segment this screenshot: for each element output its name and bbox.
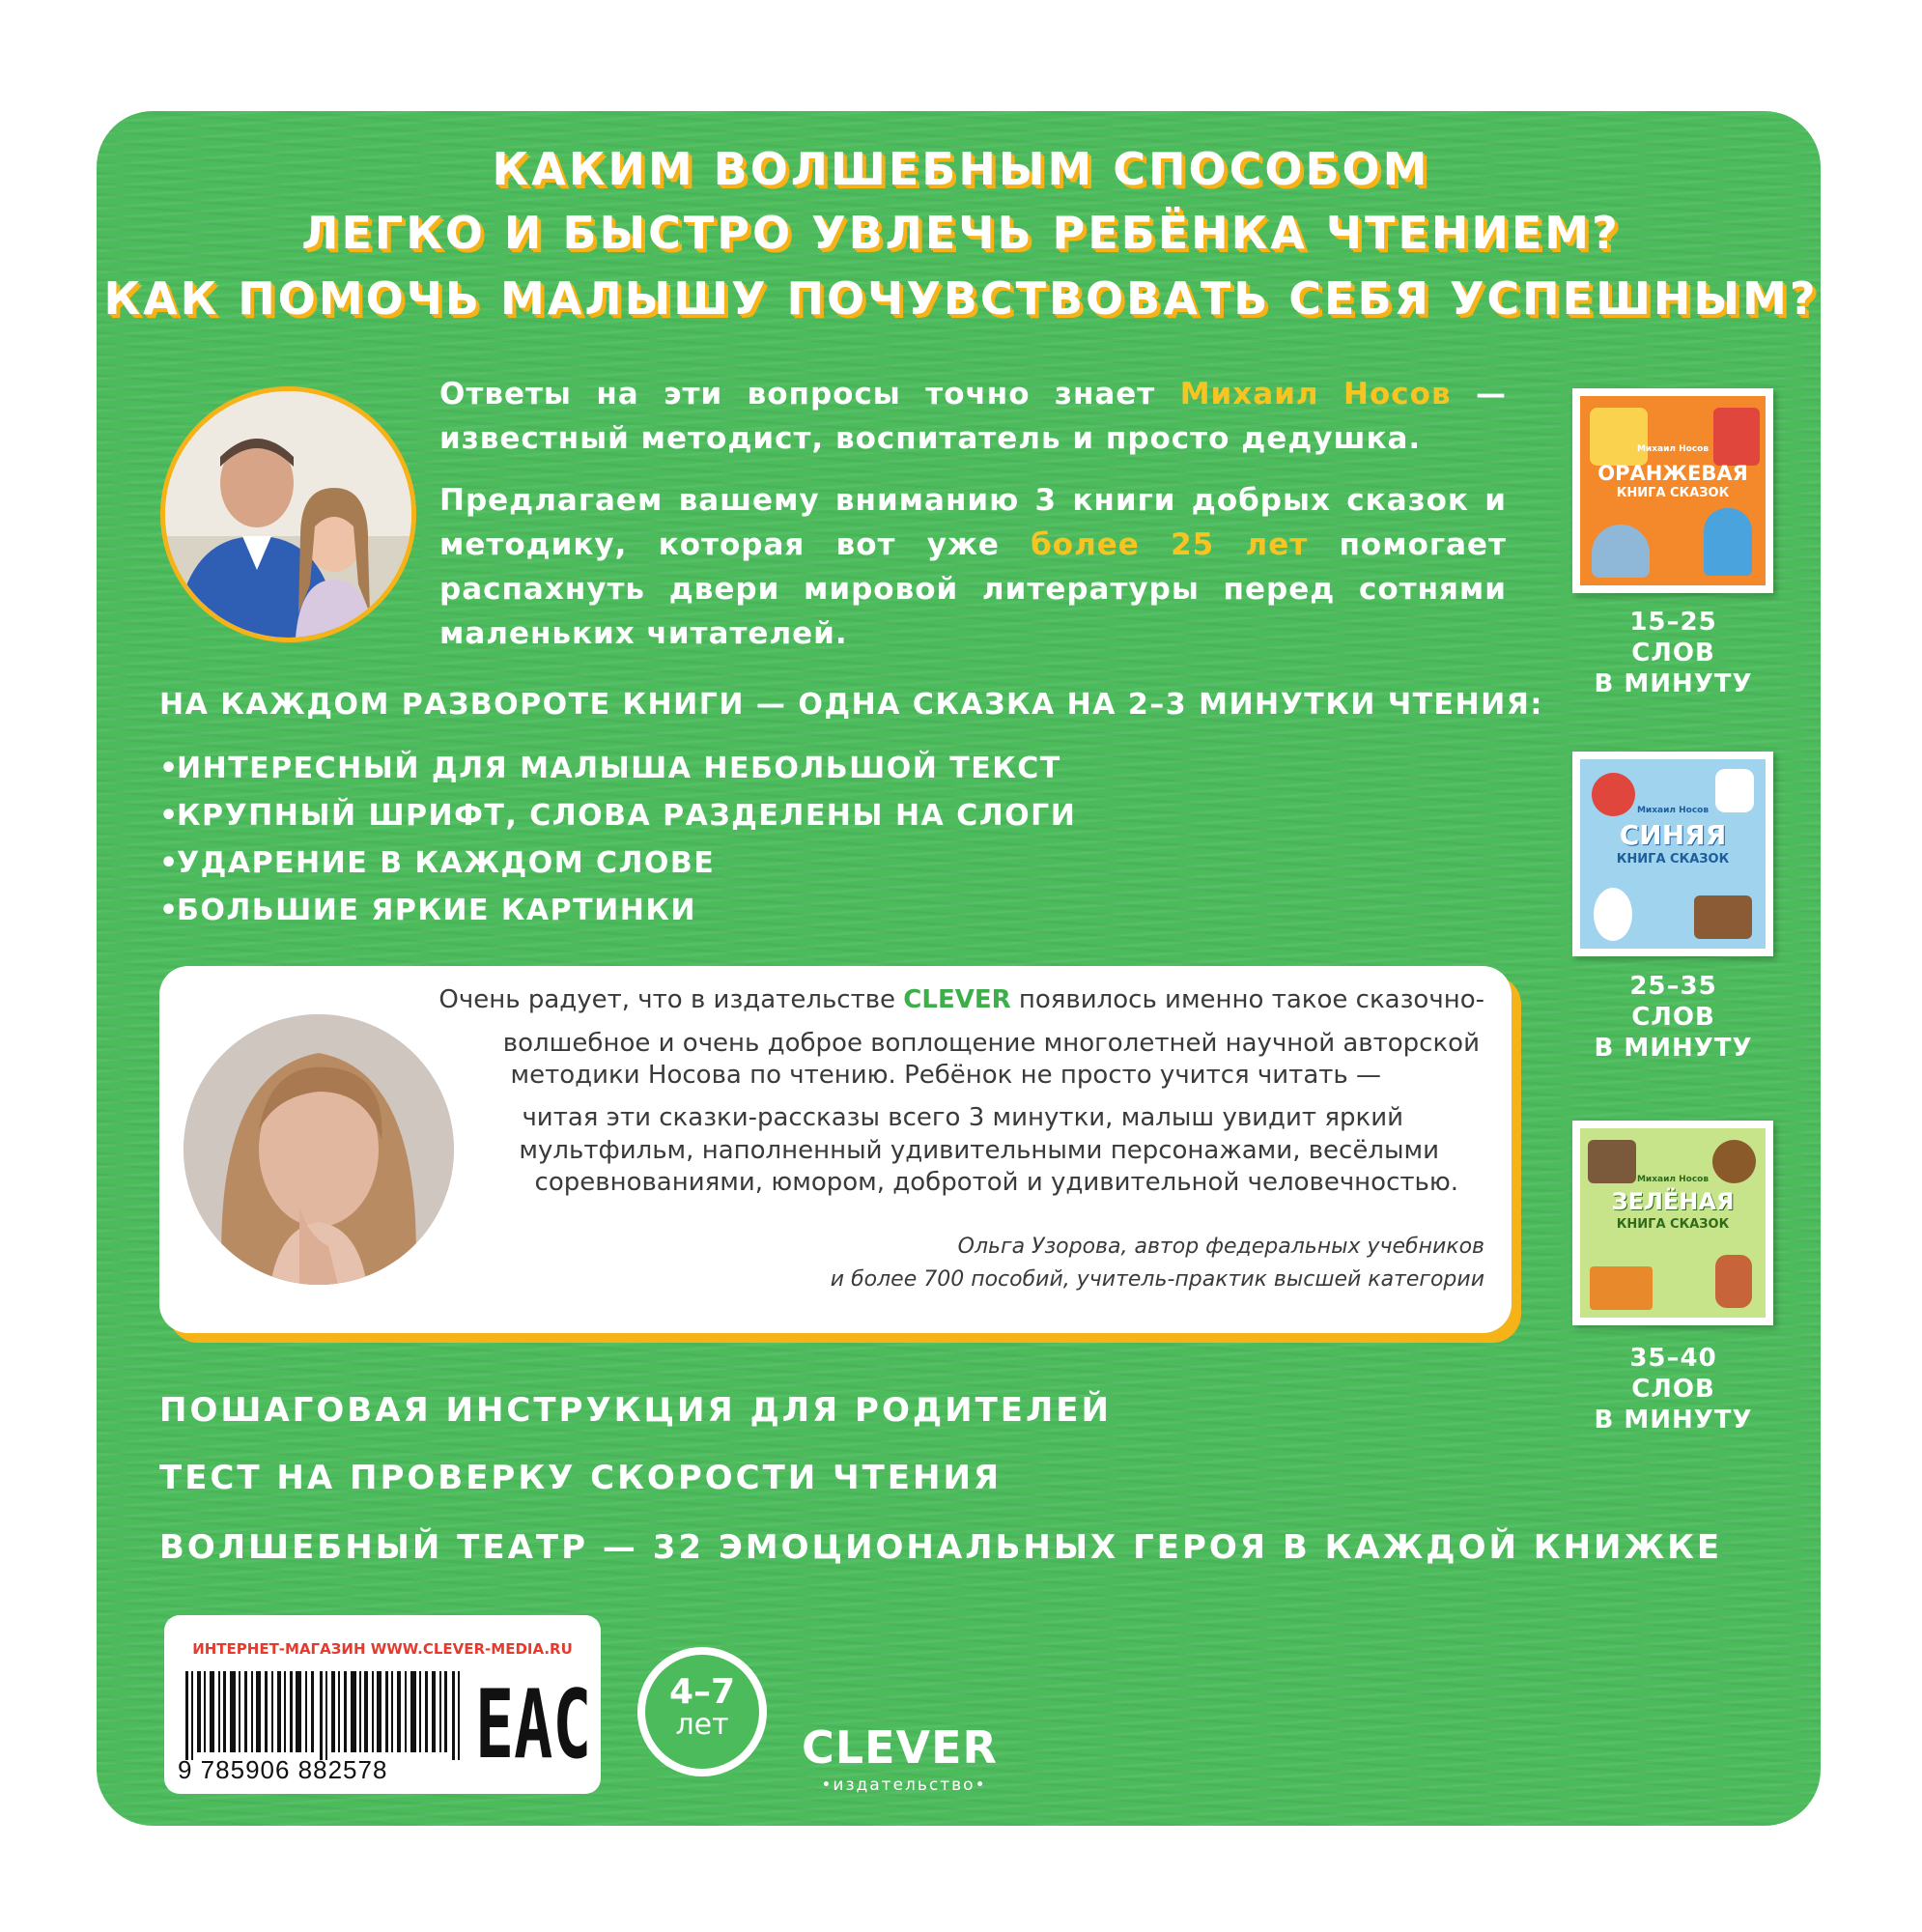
book-orange-subtitle: КНИГА СКАЗОК bbox=[1616, 486, 1730, 500]
reviewer-photo-illustration bbox=[184, 1014, 454, 1285]
publisher-logo: CLEVER bbox=[802, 1721, 998, 1774]
speed-unit: СЛОВ bbox=[1631, 1003, 1715, 1032]
book-blue-speed bbox=[1584, 971, 1763, 1064]
speed-range: 25–35 bbox=[1629, 972, 1717, 1001]
book-green-title: ЗЕЛЁНАЯ bbox=[1611, 1188, 1735, 1215]
intro-text: Предлагаем вашему вниманию 3 книги добрых сказок и методику, которая вот уже bbox=[439, 483, 1507, 562]
speed-unit: СЛОВ bbox=[1631, 639, 1715, 668]
quote-text: Очень радует, что в издательстве bbox=[438, 985, 904, 1014]
feature-text: БОЛЬШИЕ ЯРКИЕ КАРТИНКИ bbox=[177, 894, 696, 927]
book-green-cover bbox=[1572, 1121, 1773, 1325]
feature-item: •КРУПНЫЙ ШРИФТ, СЛОВА РАЗДЕЛЕНЫ НА СЛОГИ bbox=[159, 799, 1077, 833]
book-orange-author: Михаил Носов bbox=[1636, 444, 1710, 454]
age-unit: лет bbox=[675, 1708, 729, 1742]
barcode-block bbox=[164, 1615, 601, 1794]
author-name: Михаил Носов bbox=[1179, 377, 1452, 412]
reviewer-photo bbox=[184, 1014, 454, 1285]
intro-text-end: помогает распахнуть двери мировой литературы перед сотнями маленьких читателей. bbox=[439, 527, 1507, 651]
quote-line-3: методики Носова по чтению. Ребёнок не просто учится читать — bbox=[510, 1061, 1381, 1090]
book-orange-title: ОРАНЖЕВАЯ bbox=[1597, 462, 1748, 485]
feature-text: ИНТЕРЕСНЫЙ ДЛЯ МАЛЫША НЕБОЛЬШОЙ ТЕКСТ bbox=[177, 752, 1061, 785]
intro-paragraph-1 bbox=[439, 372, 1507, 461]
speed-per: В МИНУТУ bbox=[1594, 669, 1753, 698]
feature-item: •ИНТЕРЕСНЫЙ ДЛЯ МАЛЫША НЕБОЛЬШОЙ ТЕКСТ bbox=[159, 752, 1061, 785]
book-blue-title: СИНЯЯ bbox=[1619, 819, 1727, 851]
quote-line-6: соревнованиями, юмором, добротой и удивительной человечностью. bbox=[534, 1168, 1458, 1197]
author-photo-illustration bbox=[165, 391, 411, 638]
extra-instruction: ПОШАГОВАЯ ИНСТРУКЦИЯ ДЛЯ РОДИТЕЛЕЙ bbox=[159, 1391, 1112, 1430]
clever-brand-inline: CLEVER bbox=[903, 985, 1011, 1014]
age-range: 4–7 bbox=[668, 1672, 736, 1712]
spread-heading: НА КАЖДОМ РАЗВОРОТЕ КНИГИ — ОДНА СКАЗКА НА 2–3 МИНУТКИ ЧТЕНИЯ: bbox=[159, 688, 1543, 722]
book-orange-speed bbox=[1584, 607, 1763, 699]
quote-line-1 bbox=[438, 985, 1484, 1014]
snowman-icon bbox=[1594, 888, 1632, 941]
headline-line-2: ЛЕГКО И БЫСТРО УВЛЕЧЬ РЕБЁНКА ЧТЕНИЕМ? bbox=[301, 207, 1621, 259]
quote-signature-1: Ольга Узорова, автор федеральных учебников bbox=[957, 1235, 1484, 1259]
isbn-number: 9 785906 882578 bbox=[178, 1755, 388, 1784]
speed-unit: СЛОВ bbox=[1631, 1375, 1715, 1404]
feature-text: КРУПНЫЙ ШРИФТ, СЛОВА РАЗДЕЛЕНЫ НА СЛОГИ bbox=[177, 799, 1077, 833]
deer-icon bbox=[1715, 1255, 1752, 1308]
boy-figure-icon bbox=[1704, 508, 1752, 576]
years-highlight: более 25 лет bbox=[1031, 527, 1309, 562]
shop-url: ИНТЕРНЕТ-МАГАЗИН WWW.CLEVER-MEDIA.RU bbox=[192, 1640, 573, 1658]
intro-paragraph-2 bbox=[439, 478, 1507, 656]
author-photo bbox=[160, 386, 416, 642]
feature-item: •БОЛЬШИЕ ЯРКИЕ КАРТИНКИ bbox=[159, 894, 696, 927]
bus-icon bbox=[1713, 408, 1760, 466]
speed-per: В МИНУТУ bbox=[1594, 1034, 1753, 1063]
quote-box bbox=[159, 966, 1512, 1333]
extra-speed-test: ТЕСТ НА ПРОВЕРКУ СКОРОСТИ ЧТЕНИЯ bbox=[159, 1459, 1003, 1497]
feature-text: УДАРЕНИЕ В КАЖДОМ СЛОВЕ bbox=[177, 846, 716, 880]
fence-icon bbox=[1590, 1266, 1653, 1310]
book-blue-subtitle: КНИГА СКАЗОК bbox=[1616, 852, 1730, 867]
age-badge-inner bbox=[645, 1655, 759, 1769]
quote-text: появилось именно такое сказочно- bbox=[1010, 985, 1484, 1014]
quote-signature-2: и более 700 пособий, учитель-практик высшей категории bbox=[830, 1267, 1484, 1292]
book-green-speed bbox=[1584, 1343, 1763, 1435]
elephant-icon bbox=[1592, 525, 1650, 578]
quote-line-4: читая эти сказки-рассказы всего 3 минутки, малыш увидит яркий bbox=[522, 1103, 1403, 1132]
speed-range: 15–25 bbox=[1629, 608, 1717, 637]
book-orange-cover bbox=[1572, 388, 1773, 593]
speed-range: 35–40 bbox=[1629, 1344, 1717, 1373]
birdhouse-icon bbox=[1694, 895, 1752, 939]
book-green-author: Михаил Носов bbox=[1636, 1175, 1710, 1184]
extra-theater: ВОЛШЕБНЫЙ ТЕАТР — 32 ЭМОЦИОНАЛЬНЫХ ГЕРОЯ В КАЖДОЙ КНИЖКЕ bbox=[159, 1528, 1723, 1567]
headline-line-3: КАК ПОМОЧЬ МАЛЫШУ ПОЧУВСТВОВАТЬ СЕБЯ УСПЕШНЫМ? bbox=[103, 272, 1819, 325]
feature-item: •УДАРЕНИЕ В КАЖДОМ СЛОВЕ bbox=[159, 846, 716, 880]
publisher-subtitle: •издательство• bbox=[821, 1776, 987, 1795]
intro-text: Ответы на эти вопросы точно знает bbox=[439, 377, 1180, 412]
book-blue-author: Михаил Носов bbox=[1636, 806, 1710, 815]
headline-line-1: КАКИМ ВОЛШЕБНЫМ СПОСОБОМ bbox=[492, 143, 1430, 195]
age-badge bbox=[637, 1647, 767, 1776]
quote-line-5: мультфильм, наполненный удивительными персонажами, весёлыми bbox=[519, 1136, 1439, 1165]
speed-per: В МИНУТУ bbox=[1594, 1406, 1753, 1435]
quote-line-2: волшебное и очень доброе воплощение многолетней научной авторской bbox=[502, 1029, 1480, 1058]
book-green-subtitle: КНИГА СКАЗОК bbox=[1616, 1217, 1730, 1232]
barcode-bars bbox=[180, 1671, 469, 1760]
eac-mark: EAC bbox=[475, 1670, 592, 1780]
book-orange-decor bbox=[1590, 408, 1648, 466]
book-blue-cover bbox=[1572, 752, 1773, 956]
intro-text-end: — известный методист, воспитатель и просто дедушка. bbox=[439, 377, 1507, 456]
